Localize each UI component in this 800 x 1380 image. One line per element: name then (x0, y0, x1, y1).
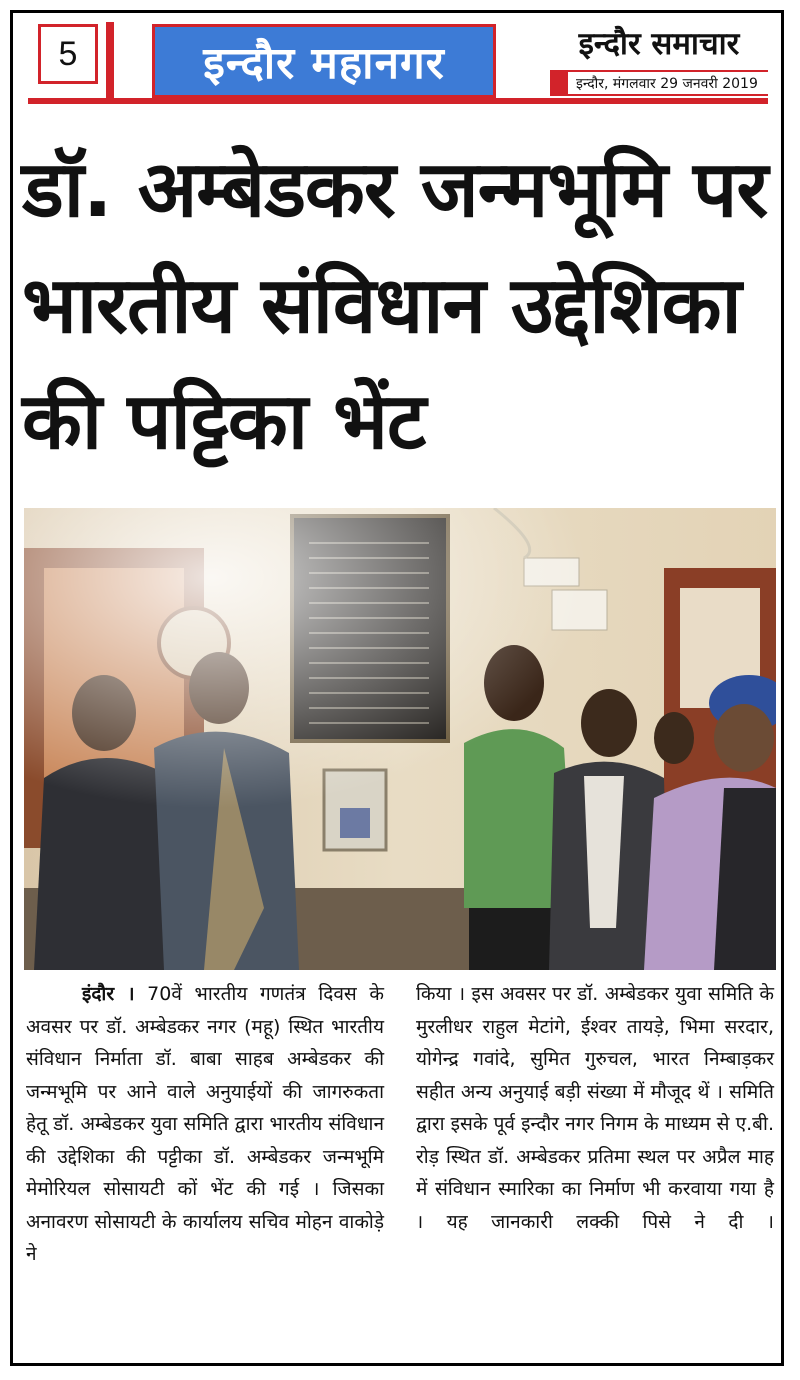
article-column-1 (26, 978, 384, 1362)
page-number: 5 (38, 24, 98, 84)
news-photo (24, 508, 776, 970)
article-column-2 (416, 978, 774, 1362)
issue-date: इन्दौर, मंगलवार 29 जनवरी 2019 (576, 76, 758, 92)
masthead (28, 20, 768, 110)
column-1-text: 70वें भारतीय गणतंत्र दिवस के अवसर पर डॉ. अम्बेडकर नगर (महू) स्थित भारतीय संविधान निर्माता डॉ. बाबा साहब अम्बेडकर की जन्मभूमि पर आने वाले अनुयाईयों की जागरुकता हेतू डॉ. अम्बेडकर युवा समिति द्वारा भारतीय संविधान की उद्देशिका की पट्टीका डॉ. अम्बेडकर जन्मभूमि मेमोरियल सोसायटी कों भेंट की गई । जिसका अनावरण सोसायटी के कार्यालय सचिव मोहन वाकोड़े ने (26, 983, 384, 1265)
column-2-text: किया । इस अवसर पर डॉ. अम्बेडकर युवा समिति के मुरलीधर राहुल मेटांगे, ईश्वर तायड़े, भिमा सरदार, योगेन्द्र गवांदे, सुमित गुरुचल, भारत निम्बाड़कर सहीत अन्य अनुयाई बड़ी संख्या में मौजूद थें । समिति द्वारा इसके पूर्व इन्दौर नगर निगम के माध्यम से ए.बी. रोड़ स्थित डॉ. अम्बेडकर प्रतिमा स्थल पर अप्रैल माह में संविधान स्मारिका का निर्माण भी करवाया गया है । यह जानकारी लक्की पिसे ने दी । (416, 983, 774, 1233)
dateline-place: इंदौर । (82, 983, 135, 1005)
headline: डॉ. अम्बेडकर जन्मभूमि पर भारतीय संविधान उद्देशिका की पट्टिका भेंट (22, 145, 768, 467)
masthead-divider (106, 22, 114, 102)
masthead-rule (28, 98, 768, 104)
paper-name: इन्दौर समाचार (578, 26, 740, 62)
section-title: इन्दौर महानगर (152, 24, 496, 98)
